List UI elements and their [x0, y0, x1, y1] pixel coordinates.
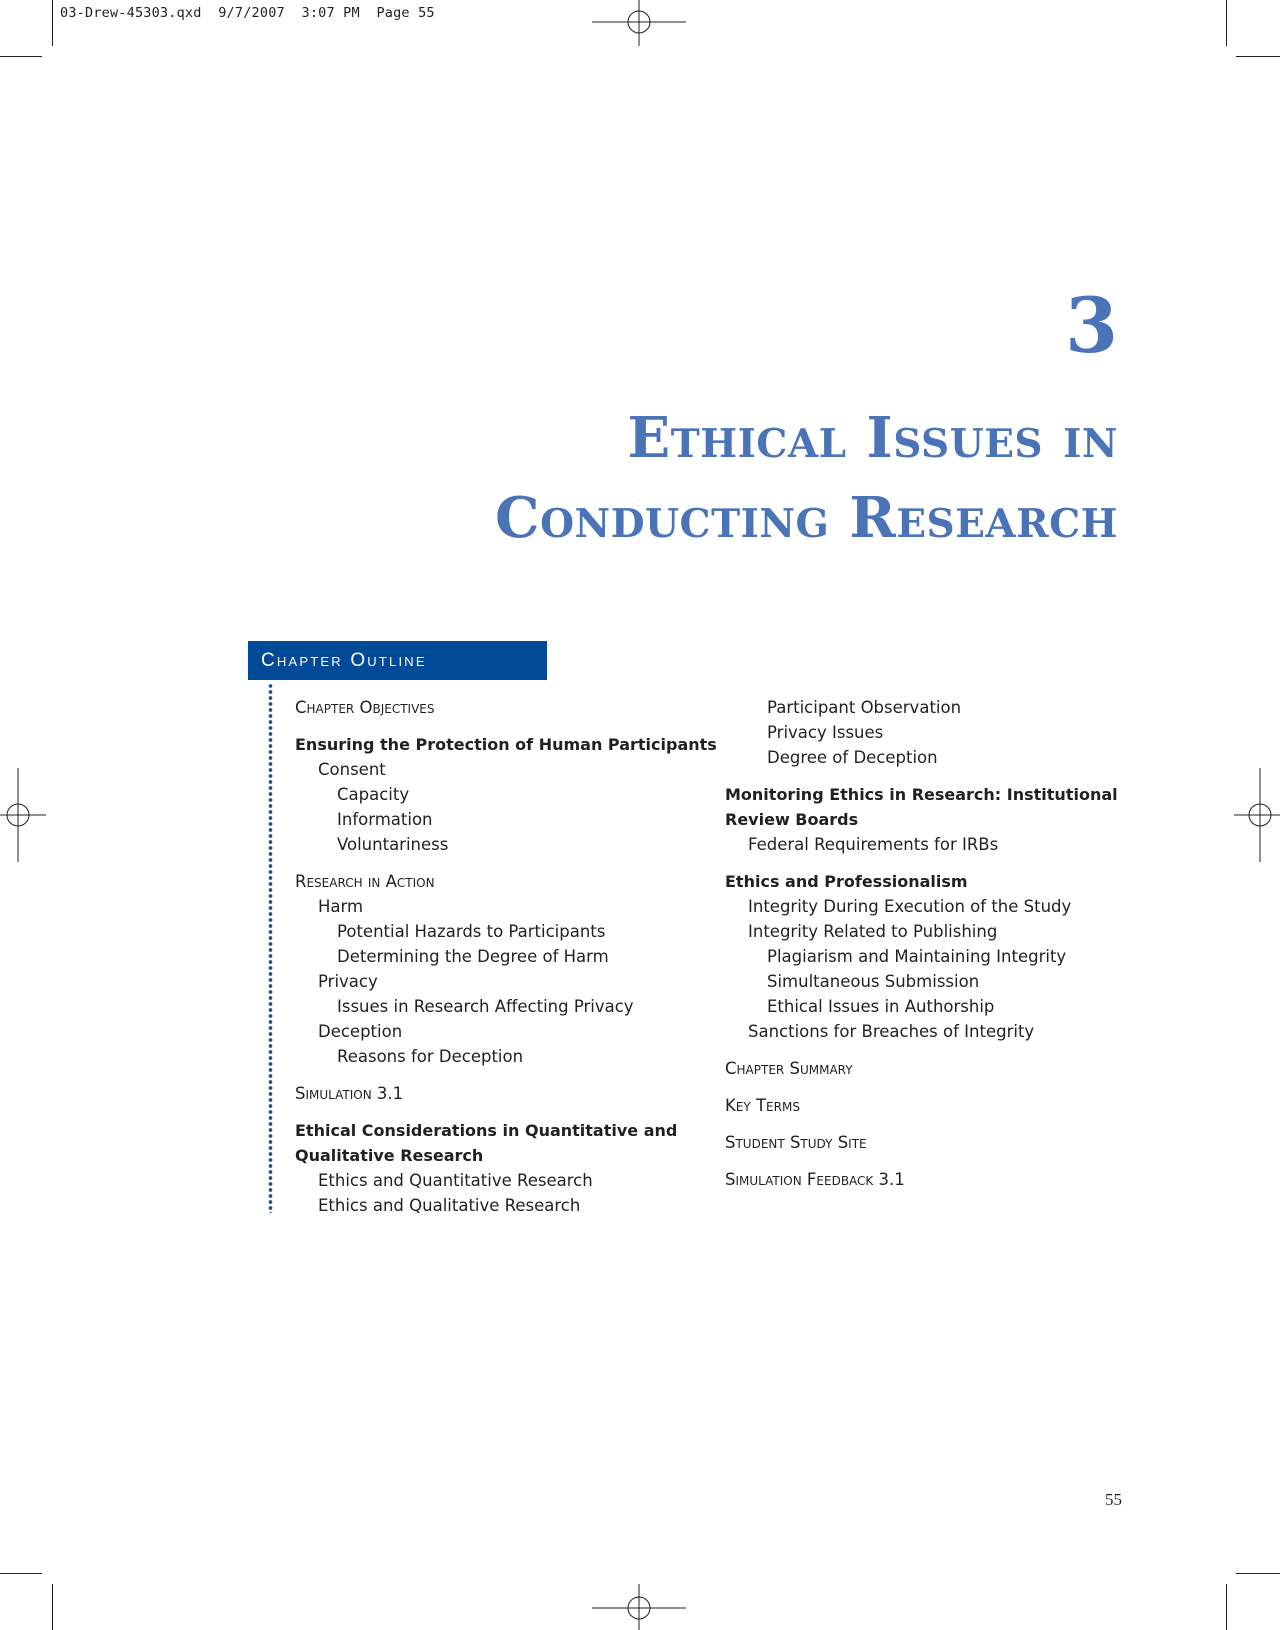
outline-entry: Chapter Summary	[725, 1059, 853, 1078]
outline-entry: Reasons for Deception	[337, 1047, 524, 1066]
outline-entry: Ethical Issues in Authorship	[767, 997, 995, 1016]
crop-mark	[52, 1584, 53, 1630]
outline-entry: Research in Action	[295, 872, 435, 891]
outline-entry: Degree of Deception	[767, 748, 938, 767]
outline-entry: Privacy	[318, 972, 378, 991]
outline-entry: Integrity During Execution of the Study	[748, 897, 1072, 916]
registration-mark-icon	[0, 768, 46, 862]
outline-entry: Student Study Site	[725, 1133, 867, 1152]
registration-mark-icon	[592, 1584, 686, 1630]
outline-entry: Consent	[318, 760, 386, 779]
outline-entry: Sanctions for Breaches of Integrity	[748, 1022, 1035, 1041]
crop-mark	[1236, 1573, 1280, 1574]
crop-mark	[1226, 1584, 1227, 1630]
chapter-title	[218, 398, 1118, 558]
outline-entry: Voluntariness	[337, 835, 449, 854]
crop-mark	[0, 1573, 42, 1574]
outline-entry: Deception	[318, 1022, 403, 1041]
chapter-outline-header: Chapter Outline	[248, 641, 547, 680]
outline-entry: Simulation Feedback 3.1	[725, 1170, 905, 1189]
outline-entry: Simulation 3.1	[295, 1084, 404, 1103]
outline-entry: Issues in Research Affecting Privacy	[337, 997, 634, 1016]
outline-entry: Capacity	[337, 785, 410, 804]
crop-mark	[0, 56, 42, 57]
outline-entry: Potential Hazards to Participants	[337, 922, 606, 941]
outline-section: Ethical Considerations in Quantitative and	[295, 1121, 678, 1140]
registration-mark-icon	[1234, 768, 1280, 862]
outline-entry: Privacy Issues	[767, 723, 884, 742]
crop-mark	[52, 0, 53, 46]
chapter-number: 3	[1065, 281, 1118, 370]
outline-entry: Determining the Degree of Harm	[337, 947, 609, 966]
registration-mark-icon	[592, 0, 686, 46]
slug-line: 03-Drew-45303.qxd 9/7/2007 3:07 PM Page 55	[60, 5, 435, 21]
outline-entry: Simultaneous Submission	[767, 972, 980, 991]
outline-entry: Plagiarism and Maintaining Integrity	[767, 947, 1067, 966]
chapter-title-line: Conducting Research	[495, 485, 1118, 551]
outline-entry: Integrity Related to Publishing	[748, 922, 998, 941]
outline-entry: Information	[337, 810, 433, 829]
outline-entry: Chapter Objectives	[295, 698, 435, 717]
outline-right-column	[725, 695, 1145, 1192]
outline-section: Ensuring the Protection of Human Participants	[295, 735, 717, 754]
outline-entry: Ethics and Quantitative Research	[318, 1171, 593, 1190]
outline-entry: Federal Requirements for IRBs	[748, 835, 999, 854]
crop-mark	[1236, 56, 1280, 57]
outline-section: Review Boards	[725, 810, 859, 829]
crop-mark	[1226, 0, 1227, 46]
outline-section: Ethics and Professionalism	[725, 872, 968, 891]
outline-entry: Harm	[318, 897, 364, 916]
outline-left-column	[295, 695, 715, 1218]
outline-entry: Participant Observation	[767, 698, 962, 717]
outline-entry: Ethics and Qualitative Research	[318, 1196, 581, 1215]
outline-section: Monitoring Ethics in Research: Institutional	[725, 785, 1118, 804]
outline-section: Qualitative Research	[295, 1146, 484, 1165]
outline-entry: Key Terms	[725, 1096, 800, 1115]
chapter-title-line: Ethical Issues in	[627, 405, 1118, 471]
dotted-rule	[268, 683, 273, 1213]
page-number: 55	[1105, 1490, 1122, 1509]
